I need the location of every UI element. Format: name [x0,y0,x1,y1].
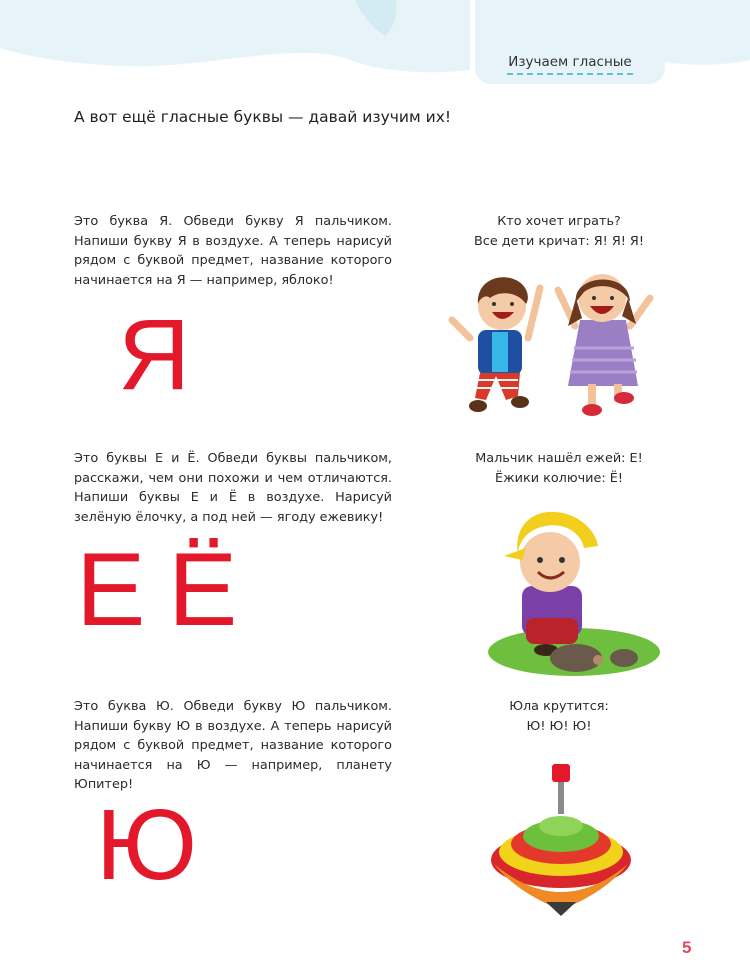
paragraph-ya: Это буква Я. Обведи букву Я пальчиком. Напиши букву Я в воздухе. А теперь нарисуй рядом с буквой предмет, название которого начинается на Я — например, яблоко! [74,214,392,288]
letter-ya: Я [118,299,191,411]
spinning-top-illustration [486,760,636,920]
rhyme-ye-yo-line-2: Ёжики колючие: Ё! [495,470,623,486]
rhyme-ye-yo-line-1: Мальчик нашёл ежей: Е! [475,451,643,466]
section-label [475,0,665,84]
girl-figure [558,274,650,416]
intro-text: А вот ещё гласные буквы — давай изучим их! [74,108,452,126]
letter-ye: Е [76,532,146,648]
letter-yo: Ё [168,532,238,648]
rhyme-yu-line-1: Юла крутится: [509,699,609,714]
jumping-children-illustration [440,268,670,428]
letter-yu: Ю [96,789,198,901]
rhyme-yu-line-2: Ю! Ю! Ю! [526,718,592,734]
boy-with-hedgehogs-illustration [486,500,666,680]
rhyme-ya-line-2: Все дети кричат: Я! Я! Я! [474,233,644,249]
rhyme-ya-line-1: Кто хочет играть? [497,214,621,229]
boy-figure [452,277,540,412]
rhyme-ye-yo [444,449,674,488]
rhyme-ya [444,212,674,251]
section-title: Изучаем гласные [508,54,632,70]
dashed-underline [507,73,633,75]
paragraph-ye-yo: Это буквы Е и Ё. Обведи буквы пальчиком, расскажи, чем они похожи и чем отличаются. Напиши буквы Е и Ё в воздухе. Нарисуй зелёную ёлочку, а под ней — ягоду ежевику! [74,451,392,525]
page-number: 5 [682,938,692,957]
paragraph-yu: Это буква Ю. Обведи букву Ю пальчиком. Напиши букву Ю в воздухе. А теперь нарисуй рядом с буквой предмет, название которого начинается на Ю — например, планету Юпитер! [74,699,392,792]
rhyme-yu [444,697,674,736]
